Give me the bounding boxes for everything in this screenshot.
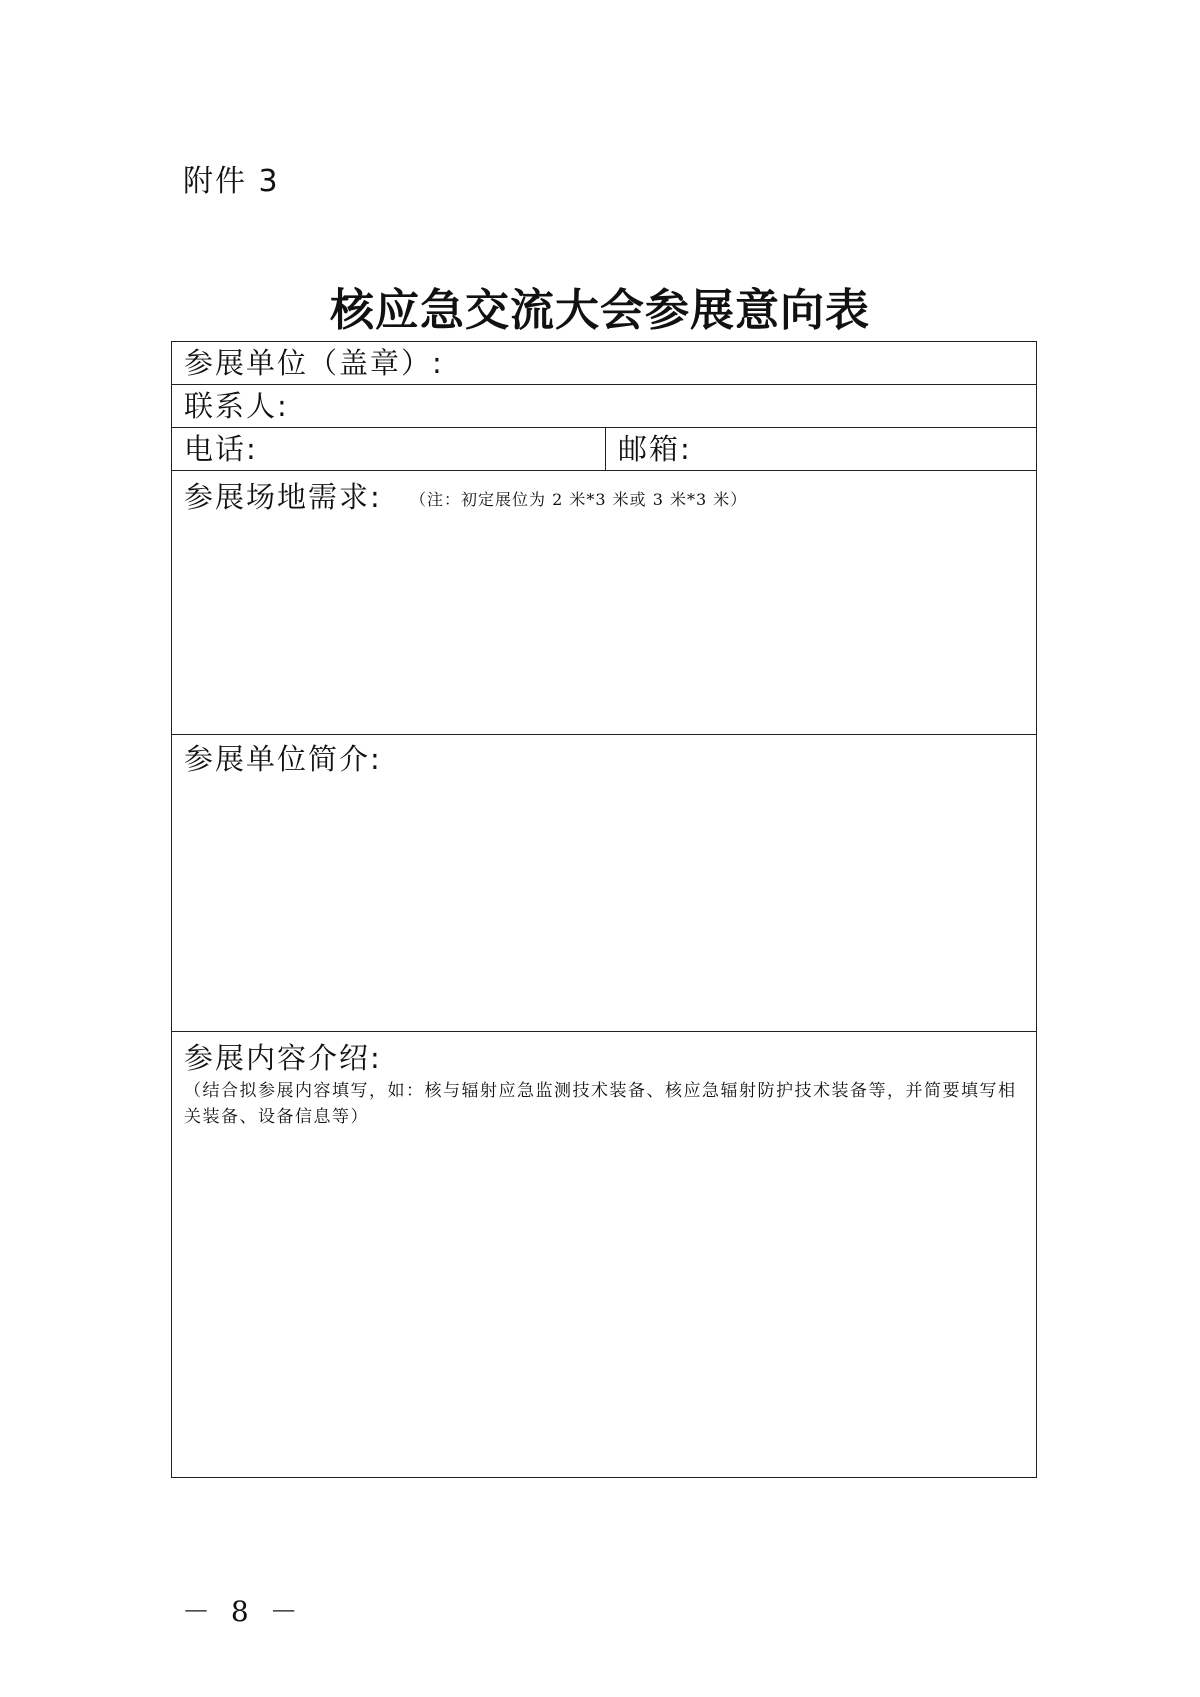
- email-cell[interactable]: [605, 428, 1037, 470]
- phone-email-row: [172, 428, 1036, 471]
- content-label: 参展内容介绍:: [184, 1041, 382, 1075]
- attachment-label: 附件 3: [183, 164, 280, 199]
- venue-note: （注：初定展位为 2 米*3 米或 3 米*3 米）: [410, 490, 748, 509]
- phone-label: 电话:: [184, 432, 258, 466]
- page-number: － 8 －: [182, 1595, 304, 1628]
- form-title: 核应急交流大会参展意向表: [330, 285, 870, 336]
- intro-row[interactable]: [172, 735, 1036, 1032]
- content-row[interactable]: [172, 1032, 1036, 1477]
- venue-row[interactable]: [172, 471, 1036, 735]
- contact-label: 联系人:: [184, 389, 289, 423]
- intro-label: 参展单位简介:: [184, 742, 382, 776]
- venue-label: 参展场地需求:: [184, 480, 382, 514]
- exhibitor-label: 参展单位（盖章）:: [184, 346, 444, 380]
- contact-row[interactable]: [172, 385, 1036, 428]
- exhibition-intent-form: [171, 341, 1037, 1478]
- exhibitor-row[interactable]: [172, 342, 1036, 385]
- phone-cell[interactable]: [172, 428, 605, 470]
- email-label: 邮箱:: [618, 432, 692, 466]
- content-note: （结合拟参展内容填写，如：核与辐射应急监测技术装备、核应急辐射防护技术装备等，并简要填写相关装备、设备信息等）: [184, 1081, 1017, 1127]
